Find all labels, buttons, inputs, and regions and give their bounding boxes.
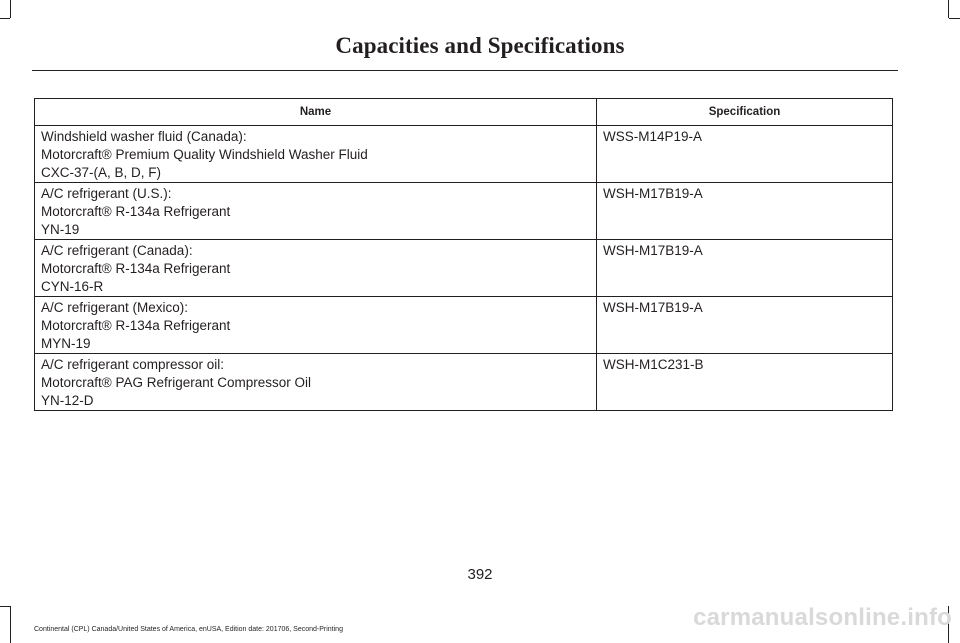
table-header-row <box>35 99 893 126</box>
crop-mark-top-right-v <box>948 0 949 18</box>
table-row <box>35 354 893 411</box>
name-line: Windshield washer fluid (Canada): <box>41 129 247 144</box>
name-line: MYN-19 <box>41 336 91 351</box>
name-line: A/C refrigerant (Canada): <box>41 243 193 258</box>
name-line: Motorcraft® PAG Refrigerant Compressor Oil <box>41 375 312 390</box>
footer-edition-text: Continental (CPL) Canada/United States of America, enUSA, Edition date: 201706, Second-Printing <box>34 626 343 633</box>
specification-cell: WSS-M14P19-A <box>597 126 893 183</box>
column-header-name: Name <box>35 99 597 126</box>
table-row <box>35 297 893 354</box>
specifications-table <box>34 98 893 411</box>
crop-mark-top-right-h <box>949 18 960 19</box>
column-header-specification: Specification <box>597 99 893 126</box>
crop-mark-top-left-h <box>0 18 10 19</box>
name-line: Motorcraft® R-134a Refrigerant <box>41 204 231 219</box>
name-line: A/C refrigerant compressor oil: <box>41 357 225 372</box>
name-cell <box>35 354 597 411</box>
watermark: carmanualsonline.info <box>693 604 952 631</box>
name-line: CYN-16-R <box>41 279 104 294</box>
crop-mark-bottom-left-v <box>10 606 11 643</box>
page-number: 392 <box>467 566 493 583</box>
name-line: YN-12-D <box>41 393 94 408</box>
specification-cell: WSH-M17B19-A <box>597 297 893 354</box>
table-row <box>35 126 893 183</box>
name-line: Motorcraft® Premium Quality Windshield Washer Fluid <box>41 147 368 162</box>
specification-cell: WSH-M1C231-B <box>597 354 893 411</box>
table-row <box>35 183 893 240</box>
table-row <box>35 240 893 297</box>
name-line: YN-19 <box>41 222 80 237</box>
name-cell <box>35 240 597 297</box>
name-cell <box>35 126 597 183</box>
name-cell <box>35 297 597 354</box>
name-line: A/C refrigerant (U.S.): <box>41 186 172 201</box>
crop-mark-top-left-v <box>10 0 11 18</box>
specification-cell: WSH-M17B19-A <box>597 240 893 297</box>
name-line: Motorcraft® R-134a Refrigerant <box>41 318 231 333</box>
name-line: CXC-37-(A, B, D, F) <box>41 165 162 180</box>
specification-cell: WSH-M17B19-A <box>597 183 893 240</box>
name-line: A/C refrigerant (Mexico): <box>41 300 189 315</box>
crop-mark-bottom-left-h <box>0 606 10 607</box>
name-cell <box>35 183 597 240</box>
header-rule <box>32 70 898 71</box>
name-line: Motorcraft® R-134a Refrigerant <box>41 261 231 276</box>
page-title: Capacities and Specifications <box>335 33 625 58</box>
